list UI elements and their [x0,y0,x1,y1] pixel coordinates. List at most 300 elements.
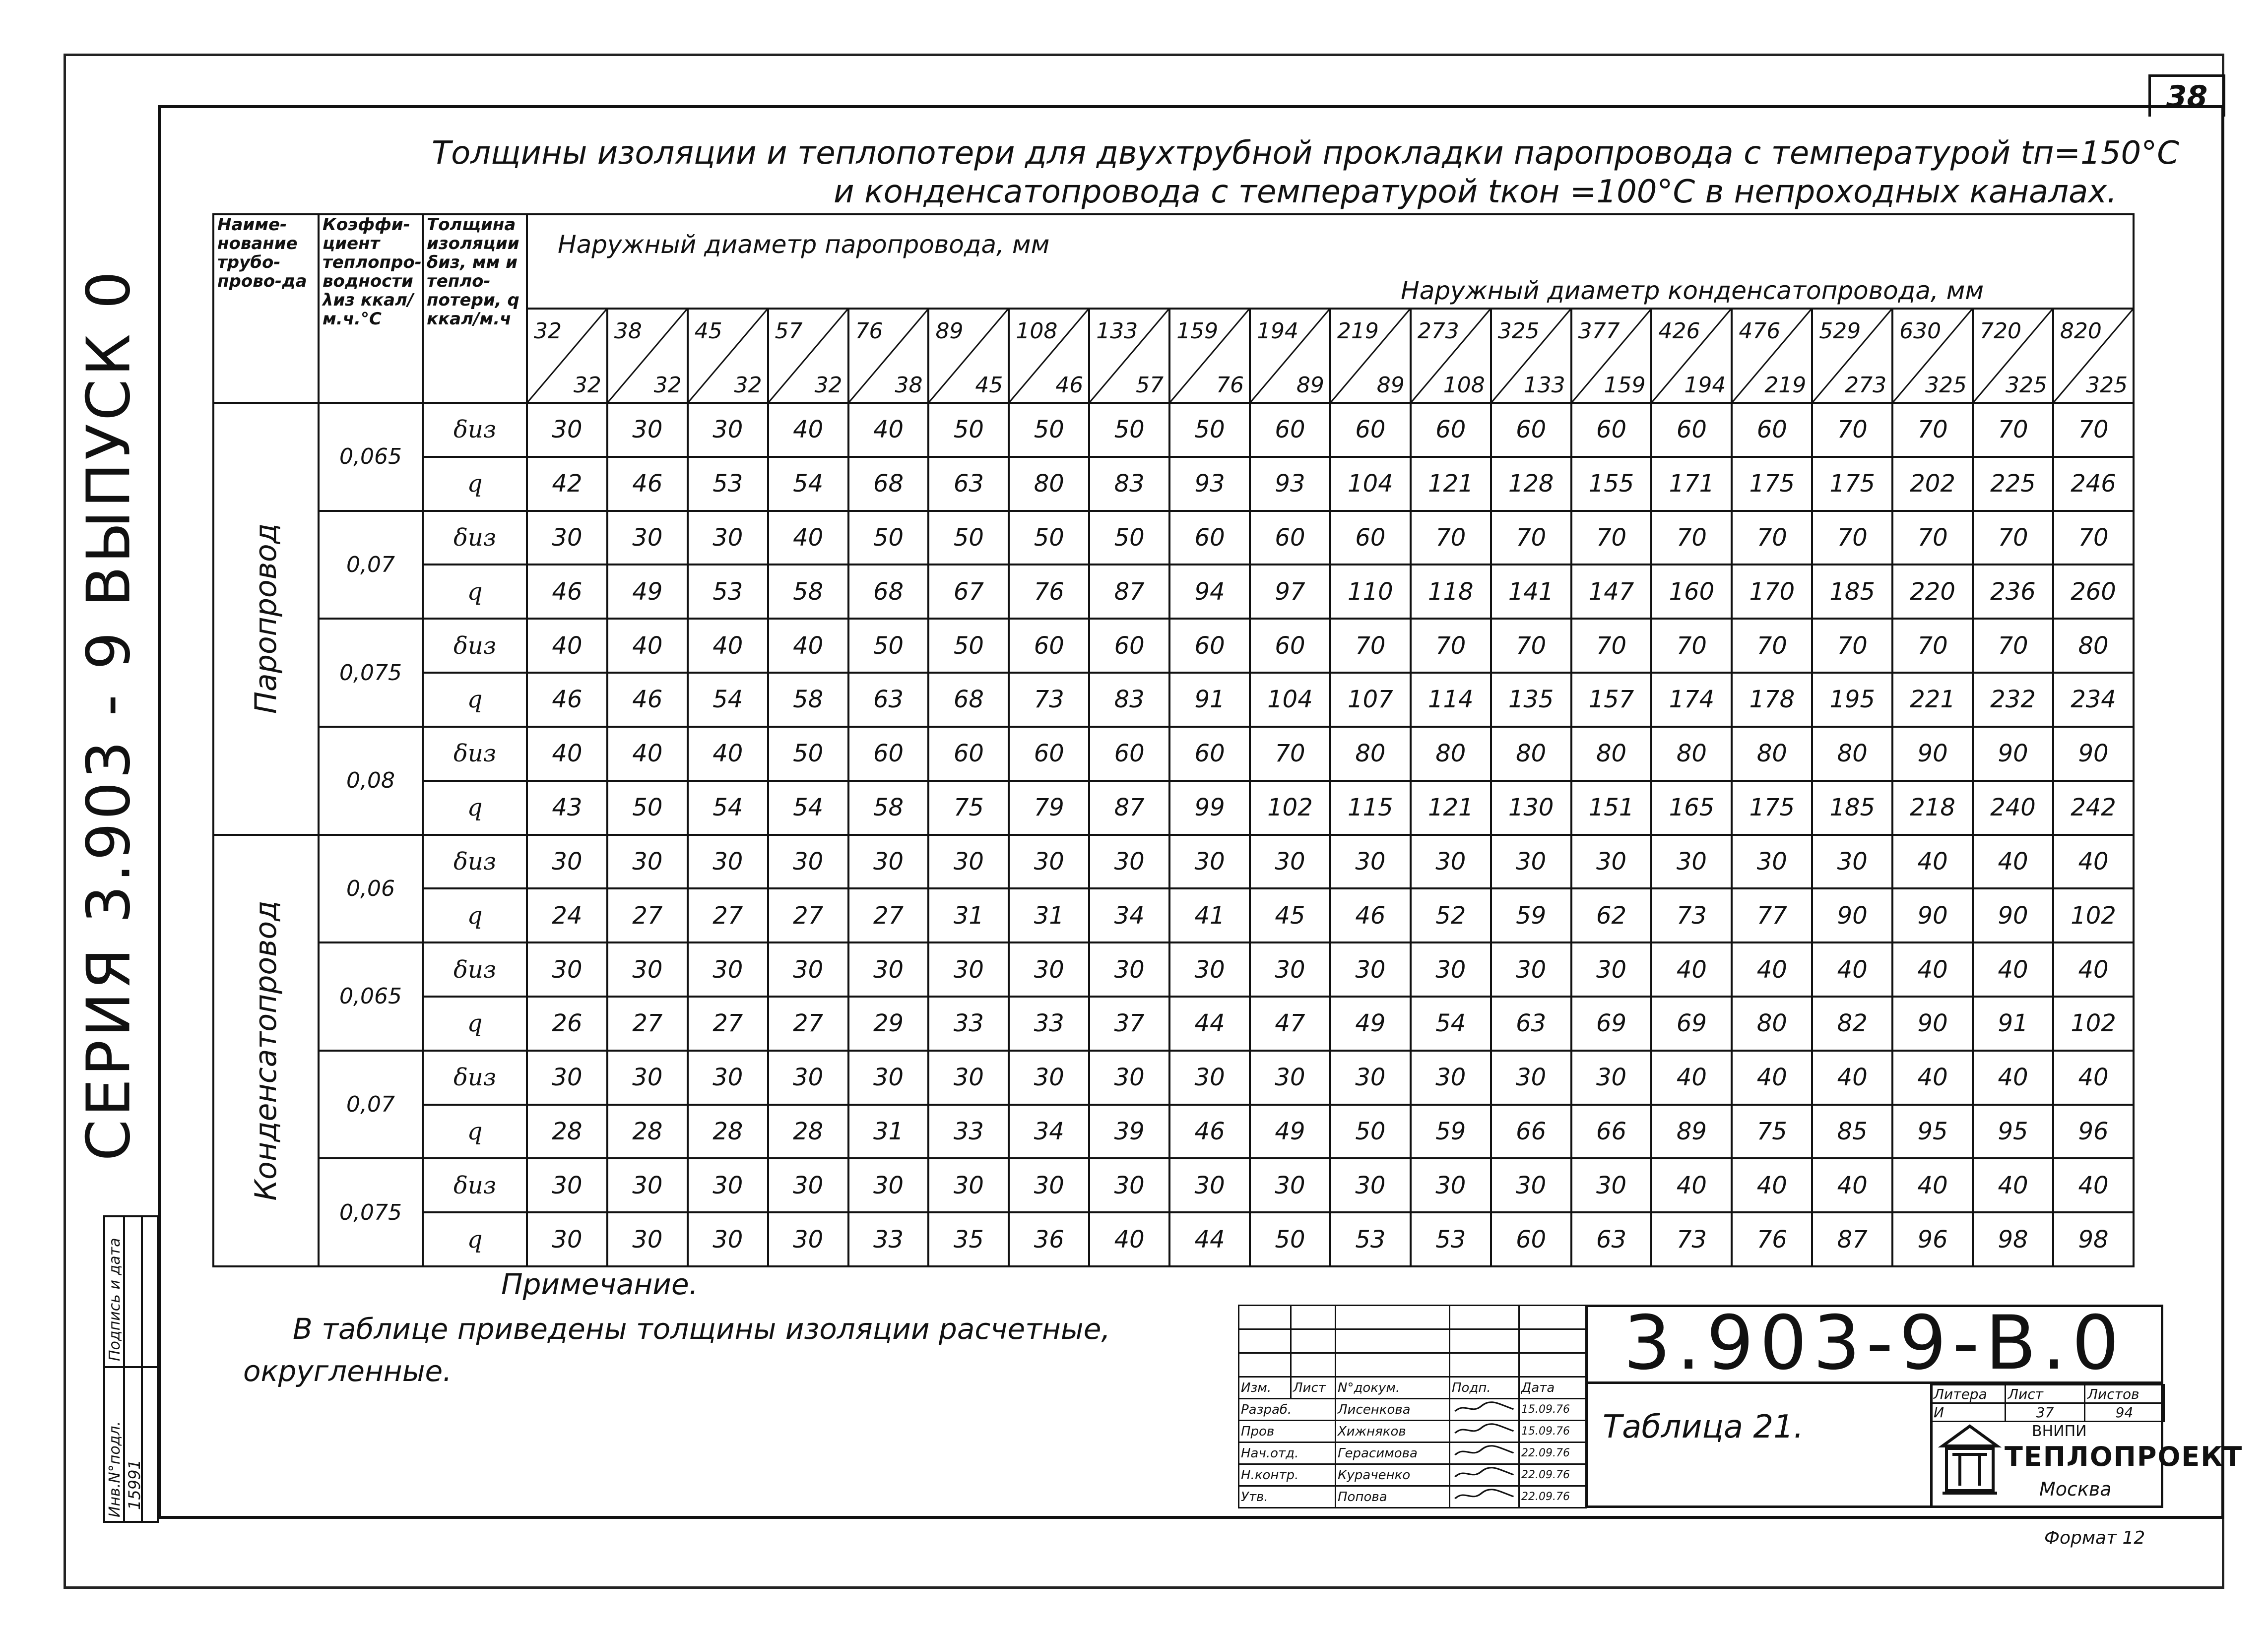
lambda-cell: 0,06 [319,835,423,943]
steam-diameter: 57 [775,318,803,344]
steam-diameter: 529 [1819,318,1861,344]
heat-loss-value: 93 [1250,457,1330,511]
thickness-value: 30 [1571,835,1652,889]
thickness-value: 70 [1812,403,1892,457]
title-line-1: Толщины изоляции и теплопотери для двухтрубной прокладки паропровода с температурой tп=150°С [432,135,2179,172]
thickness-value: 30 [1169,1158,1250,1212]
stamp-header-cell: Подп. [1450,1377,1519,1399]
thickness-value: 40 [2053,835,2134,889]
thickness-value: 40 [768,511,848,565]
thickness-value: 30 [768,835,848,889]
thickness-value: 30 [1491,835,1571,889]
diameter-cell [1812,309,1892,403]
format-label: Формат 12 [2044,1528,2145,1548]
note-line-2: округленные. [243,1354,452,1388]
heat-loss-value: 240 [1973,781,2053,835]
heat-loss-value: 66 [1571,1105,1652,1159]
condensate-diameter: 32 [734,373,762,398]
heat-loss-value: 202 [1892,457,1973,511]
stamp-row [1239,1399,1586,1421]
thickness-value: 30 [1089,835,1169,889]
thickness-value: 40 [848,403,929,457]
heat-loss-value: 141 [1491,565,1571,619]
table-row [213,835,2134,889]
thickness-value: 80 [1491,727,1571,781]
diameter-cell [848,309,929,403]
thickness-value: 40 [1732,1158,1812,1212]
thickness-value: 60 [1169,511,1250,565]
heat-loss-value: 165 [1651,781,1732,835]
org-subtitle: ВНИПИ [2032,1423,2087,1440]
thickness-value: 70 [1812,619,1892,673]
steam-diameter: 76 [855,318,883,344]
thickness-value: 30 [848,1158,929,1212]
thickness-value: 30 [607,511,688,565]
thickness-value: 40 [527,727,607,781]
heat-loss-value: 155 [1571,457,1652,511]
header-condensate-diameter: Наружный диаметр конденсатопровода, мм [527,274,2134,309]
diameter-cell [1089,309,1169,403]
thickness-value: 30 [1411,942,1491,997]
thickness-value: 30 [607,835,688,889]
stamp-signature [1450,1421,1519,1443]
condensate-diameter: 32 [573,373,601,398]
lambda-cell: 0,065 [319,403,423,511]
thickness-value: 70 [1411,511,1491,565]
thickness-value: 70 [1892,619,1973,673]
thickness-value: 40 [1973,1051,2053,1105]
thickness-value: 30 [928,1158,1009,1212]
thickness-value: 80 [1812,727,1892,781]
diameter-cell [1330,309,1411,403]
thickness-value: 40 [1651,1051,1732,1105]
thickness-value: 30 [768,1158,848,1212]
thickness-value: 60 [1089,727,1169,781]
thickness-value: 30 [1169,835,1250,889]
heat-loss-value: 115 [1330,781,1411,835]
thickness-value: 60 [1169,727,1250,781]
condensate-diameter: 325 [2005,373,2047,398]
heat-loss-value: 178 [1732,673,1812,727]
thickness-value: 30 [1330,1051,1411,1105]
heat-loss-value: 50 [607,781,688,835]
lambda-cell: 0,07 [319,1051,423,1159]
heat-loss-value: 87 [1089,781,1169,835]
heat-loss-value: 220 [1892,565,1973,619]
thickness-value: 30 [928,942,1009,997]
heat-loss-symbol: q [423,888,527,942]
heat-loss-value: 58 [768,673,848,727]
heat-loss-value: 171 [1651,457,1732,511]
heat-loss-value: 68 [848,565,929,619]
thickness-value: 30 [1250,1158,1330,1212]
heat-loss-value: 225 [1973,457,2053,511]
steam-diameter: 325 [1497,318,1540,344]
heat-loss-value: 175 [1732,781,1812,835]
stamp-row [1239,1443,1586,1464]
heat-loss-value: 90 [1892,997,1973,1051]
heat-loss-value: 80 [1732,997,1812,1051]
heat-loss-value: 98 [1973,1212,2053,1266]
table-row [213,1158,2134,1212]
heat-loss-value: 73 [1651,1212,1732,1266]
heat-loss-value: 41 [1169,888,1250,942]
heat-loss-value: 91 [1973,997,2053,1051]
thickness-value: 30 [607,1051,688,1105]
heat-loss-value: 59 [1491,888,1571,942]
stamp-signature [1450,1464,1519,1486]
thickness-value: 40 [1812,1051,1892,1105]
diameter-cell [1169,309,1250,403]
heat-loss-value: 27 [768,997,848,1051]
thickness-value: 40 [607,619,688,673]
heat-loss-value: 31 [848,1105,929,1159]
thickness-value: 70 [1732,511,1812,565]
col-header-name: Наиме-нование трубо-прово-да [213,214,319,403]
steam-diameter: 89 [935,318,964,344]
heat-loss-value: 54 [1411,997,1491,1051]
heat-loss-value: 90 [1812,888,1892,942]
steam-diameter: 38 [614,318,642,344]
thickness-symbol: δиз [423,619,527,673]
heat-loss-value: 185 [1812,781,1892,835]
heat-loss-value: 46 [1330,888,1411,942]
heat-loss-value: 59 [1411,1105,1491,1159]
thickness-value: 30 [527,511,607,565]
heat-loss-symbol: q [423,1212,527,1266]
table-row [213,1212,2134,1266]
stamp-header-cell: Изм. [1239,1377,1291,1399]
heat-loss-value: 34 [1089,888,1169,942]
table-row [213,565,2134,619]
heat-loss-value: 195 [1812,673,1892,727]
thickness-value: 30 [527,942,607,997]
condensate-diameter: 273 [1845,373,1887,398]
thickness-value: 60 [1651,403,1732,457]
condensate-diameter: 89 [1376,373,1405,398]
note-heading: Примечание. [501,1267,699,1301]
heat-loss-value: 58 [768,565,848,619]
heat-loss-value: 232 [1973,673,2053,727]
signature-scribble [1452,1488,1517,1503]
thickness-value: 70 [1250,727,1330,781]
heat-loss-value: 87 [1812,1212,1892,1266]
thickness-value: 30 [768,1051,848,1105]
thickness-value: 60 [1089,619,1169,673]
heat-loss-value: 94 [1169,565,1250,619]
thickness-value: 30 [1009,835,1089,889]
diameter-cell [1732,309,1812,403]
heat-loss-value: 46 [607,457,688,511]
heat-loss-value: 95 [1973,1105,2053,1159]
heat-loss-value: 46 [527,673,607,727]
sheet-info [1930,1384,2165,1422]
page-number: 38 [2148,74,2225,117]
table-row [213,619,2134,673]
heat-loss-value: 104 [1250,673,1330,727]
thickness-symbol: δиз [423,511,527,565]
steam-diameter: 820 [2060,318,2102,344]
thickness-value: 70 [1973,403,2053,457]
heat-loss-value: 107 [1330,673,1411,727]
table-row [213,403,2134,457]
condensate-diameter: 325 [2086,373,2128,398]
pipeline-name-text: Паропровод [249,523,283,714]
steam-diameter: 720 [1980,318,2022,344]
heat-loss-value: 128 [1491,457,1571,511]
heat-loss-value: 121 [1411,457,1491,511]
heat-loss-value: 67 [928,565,1009,619]
series-label-text: СЕРИЯ 3.903 - 9 ВЫПУСК 0 [74,268,144,1161]
lambda-cell: 0,075 [319,619,423,727]
stamp-header-cell: Дата [1519,1377,1586,1399]
heat-loss-value: 62 [1571,888,1652,942]
thickness-value: 70 [1973,511,2053,565]
thickness-value: 40 [768,619,848,673]
stamp-role: Пров [1239,1421,1336,1443]
diameter-cell [928,309,1009,403]
heat-loss-value: 27 [607,997,688,1051]
inv-label: Инв.N°подл. [106,1421,124,1517]
thickness-value: 70 [2053,403,2134,457]
thickness-value: 30 [1732,835,1812,889]
heat-loss-value: 63 [1491,997,1571,1051]
lambda-cell: 0,08 [319,727,423,835]
heat-loss-value: 175 [1812,457,1892,511]
org-city: Москва [2039,1478,2112,1500]
thickness-value: 40 [1973,835,2053,889]
heat-loss-symbol: q [423,673,527,727]
thickness-value: 30 [688,1158,768,1212]
stamp-role: Нач.отд. [1239,1443,1336,1464]
heat-loss-value: 54 [688,673,768,727]
document-code: 3.903-9-В.0 [1585,1305,2163,1384]
thickness-value: 30 [1411,1158,1491,1212]
steam-diameter: 159 [1176,318,1219,344]
heat-loss-value: 99 [1169,781,1250,835]
lambda-cell: 0,075 [319,1158,423,1266]
series-label [74,218,144,1210]
table-name: Таблица 21. [1603,1409,1804,1445]
table-row [213,727,2134,781]
heat-loss-value: 28 [607,1105,688,1159]
condensate-diameter: 159 [1604,373,1646,398]
thickness-value: 40 [2053,942,2134,997]
thickness-value: 70 [1571,511,1652,565]
sheets-value: 94 [2085,1403,2164,1422]
heat-loss-value: 54 [768,781,848,835]
thickness-value: 80 [1732,727,1812,781]
thickness-symbol: δиз [423,403,527,457]
thickness-value: 30 [1571,1051,1652,1105]
diameter-cell [688,309,768,403]
steam-diameter: 133 [1096,318,1138,344]
thickness-value: 80 [2053,619,2134,673]
thickness-value: 60 [1169,619,1250,673]
heat-loss-value: 96 [1892,1212,1973,1266]
stamp-date: 22.09.76 [1519,1443,1586,1464]
thickness-value: 50 [928,619,1009,673]
thickness-value: 40 [1892,1158,1973,1212]
condensate-diameter: 76 [1216,373,1244,398]
heat-loss-value: 85 [1812,1105,1892,1159]
thickness-value: 30 [1169,942,1250,997]
heat-loss-value: 246 [2053,457,2134,511]
heat-loss-value: 34 [1009,1105,1089,1159]
heat-loss-value: 175 [1732,457,1812,511]
heat-loss-value: 53 [688,457,768,511]
thickness-value: 60 [1411,403,1491,457]
heat-loss-value: 46 [607,673,688,727]
heat-loss-value: 39 [1089,1105,1169,1159]
steam-diameter: 273 [1417,318,1459,344]
thickness-value: 60 [928,727,1009,781]
heat-loss-value: 27 [848,888,929,942]
stamp-date: 22.09.76 [1519,1486,1586,1508]
condensate-diameter: 133 [1523,373,1565,398]
heat-loss-value: 102 [1250,781,1330,835]
heat-loss-value: 151 [1571,781,1652,835]
heat-loss-value: 234 [2053,673,2134,727]
pipeline-name [213,403,319,835]
heat-loss-value: 28 [527,1105,607,1159]
heat-loss-value: 36 [1009,1212,1089,1266]
heat-loss-value: 45 [1250,888,1330,942]
thickness-value: 70 [1812,511,1892,565]
thickness-value: 30 [1009,942,1089,997]
thickness-value: 60 [1330,511,1411,565]
heat-loss-value: 24 [527,888,607,942]
heat-loss-value: 53 [1411,1212,1491,1266]
heat-loss-value: 60 [1491,1212,1571,1266]
diameter-cell [527,309,607,403]
diameter-cell [1491,309,1571,403]
heat-loss-value: 69 [1571,997,1652,1051]
condensate-diameter: 194 [1684,373,1726,398]
thickness-value: 40 [1651,942,1732,997]
condensate-diameter: 219 [1764,373,1807,398]
thickness-value: 60 [1571,403,1652,457]
steam-diameter: 32 [534,318,562,344]
heat-loss-value: 76 [1732,1212,1812,1266]
heat-loss-value: 37 [1089,997,1169,1051]
table-row [213,511,2134,565]
thickness-value: 30 [688,511,768,565]
thickness-value: 30 [848,1051,929,1105]
heat-loss-value: 26 [527,997,607,1051]
thickness-value: 60 [1330,403,1411,457]
stamp-signature [1450,1443,1519,1464]
heat-loss-value: 27 [768,888,848,942]
thickness-value: 60 [1009,619,1089,673]
diameter-cell [768,309,848,403]
heat-loss-value: 68 [848,457,929,511]
thickness-value: 30 [1491,942,1571,997]
thickness-value: 80 [1651,727,1732,781]
table-row [213,888,2134,942]
heat-loss-value: 110 [1330,565,1411,619]
title-block-signatures [1238,1305,1587,1508]
diameter-cell [607,309,688,403]
insulation-table [212,213,2135,1267]
steam-diameter: 377 [1578,318,1620,344]
stamp-row [1239,1464,1586,1486]
steam-diameter: 426 [1658,318,1700,344]
heat-loss-value: 236 [1973,565,2053,619]
signature-scribble [1452,1400,1517,1415]
steam-diameter: 194 [1257,318,1298,344]
thickness-value: 30 [848,942,929,997]
signature-scribble [1452,1444,1517,1459]
thickness-value: 40 [1892,942,1973,997]
heat-loss-value: 53 [688,565,768,619]
thickness-value: 40 [607,727,688,781]
thickness-value: 50 [928,511,1009,565]
heat-loss-value: 174 [1651,673,1732,727]
table-row [213,673,2134,727]
litera-value: И [1931,1403,2006,1422]
heat-loss-value: 49 [607,565,688,619]
heat-loss-value: 118 [1411,565,1491,619]
heat-loss-value: 76 [1009,565,1089,619]
thickness-value: 50 [928,403,1009,457]
heat-loss-value: 102 [2053,997,2134,1051]
thickness-value: 30 [1250,835,1330,889]
thickness-value: 50 [768,727,848,781]
stamp-header-cell: N°докум. [1336,1377,1450,1399]
thickness-value: 70 [1892,511,1973,565]
note-line-1: В таблице приведены толщины изоляции расчетные, [293,1312,1110,1346]
thickness-value: 30 [607,403,688,457]
heat-loss-value: 33 [928,1105,1009,1159]
heat-loss-value: 221 [1892,673,1973,727]
steam-diameter: 476 [1739,318,1781,344]
thickness-value: 30 [928,835,1009,889]
thickness-value: 50 [848,619,929,673]
thickness-value: 30 [607,1158,688,1212]
thickness-value: 80 [1571,727,1652,781]
thickness-value: 30 [1812,835,1892,889]
heat-loss-value: 121 [1411,781,1491,835]
thickness-value: 30 [527,835,607,889]
thickness-value: 30 [1250,1051,1330,1105]
thickness-value: 70 [1571,619,1652,673]
thickness-value: 80 [1411,727,1491,781]
heat-loss-value: 54 [768,457,848,511]
thickness-value: 90 [1973,727,2053,781]
lambda-cell: 0,065 [319,942,423,1051]
heat-loss-value: 42 [527,457,607,511]
heat-loss-value: 54 [688,781,768,835]
thickness-value: 40 [1732,942,1812,997]
thickness-value: 50 [1169,403,1250,457]
stamp-header-cell: Лист [1291,1377,1336,1399]
steam-diameter: 108 [1016,318,1058,344]
thickness-value: 40 [1732,1051,1812,1105]
header-steam-diameter: Наружный диаметр паропровода, мм [527,214,2134,274]
thickness-value: 50 [848,511,929,565]
col-header-thickness: Толщина изоляции δиз, мм и тепло-потери, q ккал/м.ч [423,214,527,403]
thickness-value: 30 [1330,835,1411,889]
condensate-diameter: 45 [975,373,1003,398]
heat-loss-value: 44 [1169,997,1250,1051]
heat-loss-value: 33 [848,1212,929,1266]
thickness-value: 30 [1089,1051,1169,1105]
thickness-value: 50 [1089,511,1169,565]
thickness-value: 30 [1411,835,1491,889]
stamp-signature [1450,1399,1519,1421]
condensate-diameter: 46 [1055,373,1084,398]
